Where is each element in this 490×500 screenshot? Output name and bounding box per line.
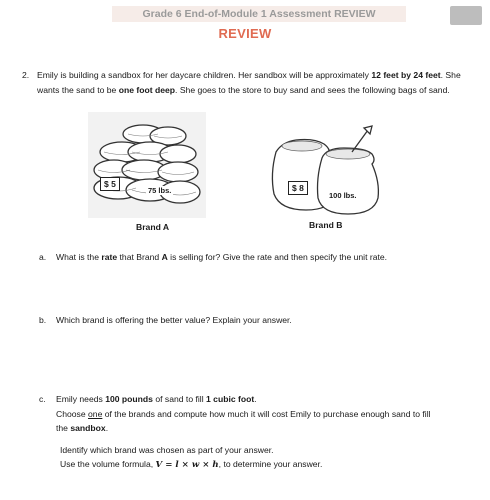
cubic-foot-value: 1 cubic foot bbox=[206, 394, 255, 404]
part-c bbox=[39, 392, 459, 473]
question-text-part: Emily is building a sandbox for her daycare children. Her sandbox will be approximately bbox=[37, 70, 372, 80]
brand-term: A bbox=[161, 252, 168, 262]
sand-sacks-icon bbox=[264, 124, 386, 216]
part-a-text bbox=[56, 250, 459, 265]
dimension-width: by 24 feet bbox=[401, 70, 441, 80]
question-2 bbox=[22, 68, 470, 97]
part-c-line-4 bbox=[60, 457, 459, 473]
sandbags-stack-icon bbox=[88, 112, 206, 218]
brand-b-caption: Brand B bbox=[309, 220, 343, 230]
part-text: What is the bbox=[56, 252, 102, 262]
one-term: one bbox=[88, 408, 103, 419]
pounds-value: 100 pounds bbox=[105, 394, 153, 404]
part-text: Use the volume formula, bbox=[60, 459, 156, 469]
depth-value: one foot deep bbox=[118, 84, 176, 95]
question-text bbox=[37, 68, 470, 97]
part-c-text bbox=[56, 392, 459, 473]
part-text: Choose bbox=[56, 408, 89, 419]
rate-term: rate bbox=[101, 252, 118, 262]
part-c-line-3: Identify which brand was chosen as part of your answer. bbox=[60, 444, 274, 455]
question-text-part: . She wants the sand to be bbox=[37, 70, 461, 95]
review-title: REVIEW bbox=[218, 26, 272, 41]
brand-b-weight: 100 lbs. bbox=[329, 191, 357, 200]
brand-a-weight: 75 lbs. bbox=[148, 186, 172, 195]
brand-a-sandbags-image bbox=[88, 112, 206, 218]
dimension-length: 12 feet bbox=[371, 70, 399, 80]
corner-tab[interactable] bbox=[450, 6, 482, 25]
part-text: is selling for? Give the rate and then specify the unit rate. bbox=[167, 252, 388, 262]
assessment-header: Grade 6 End-of-Module 1 Assessment REVIEW bbox=[112, 6, 406, 22]
part-c-letter: c. bbox=[39, 394, 46, 404]
part-text: Emily needs bbox=[56, 394, 106, 404]
part-text: . bbox=[105, 423, 109, 433]
part-b bbox=[39, 313, 459, 328]
part-a-letter: a. bbox=[39, 252, 47, 262]
part-text: . bbox=[254, 394, 257, 404]
part-b-letter: b. bbox=[39, 315, 47, 325]
part-c-line-2 bbox=[56, 407, 436, 436]
brand-a-caption: Brand A bbox=[136, 222, 170, 232]
part-c-line-1 bbox=[56, 392, 459, 407]
part-text: of the brands and compute how much it will cost Emily to purchase enough sand to fill the bbox=[56, 408, 431, 433]
part-text: of sand to fill bbox=[152, 394, 206, 404]
part-text: , to determine your answer. bbox=[218, 459, 323, 469]
volume-formula: V = l × w × h bbox=[155, 460, 219, 470]
brand-b-price: $ 8 bbox=[288, 181, 308, 195]
part-text: that Brand bbox=[117, 252, 162, 262]
brand-b-sandbags-image bbox=[264, 124, 386, 216]
question-number: 2. bbox=[22, 70, 30, 80]
part-b-text: Which brand is offering the better value? Explain your answer. bbox=[56, 315, 292, 325]
brand-a-price: $ 5 bbox=[100, 177, 120, 191]
question-text-part: . She goes to the store to buy sand and sees the following bags of sand. bbox=[175, 84, 450, 95]
sandbox-term: sandbox bbox=[70, 423, 106, 433]
part-a bbox=[39, 250, 459, 265]
